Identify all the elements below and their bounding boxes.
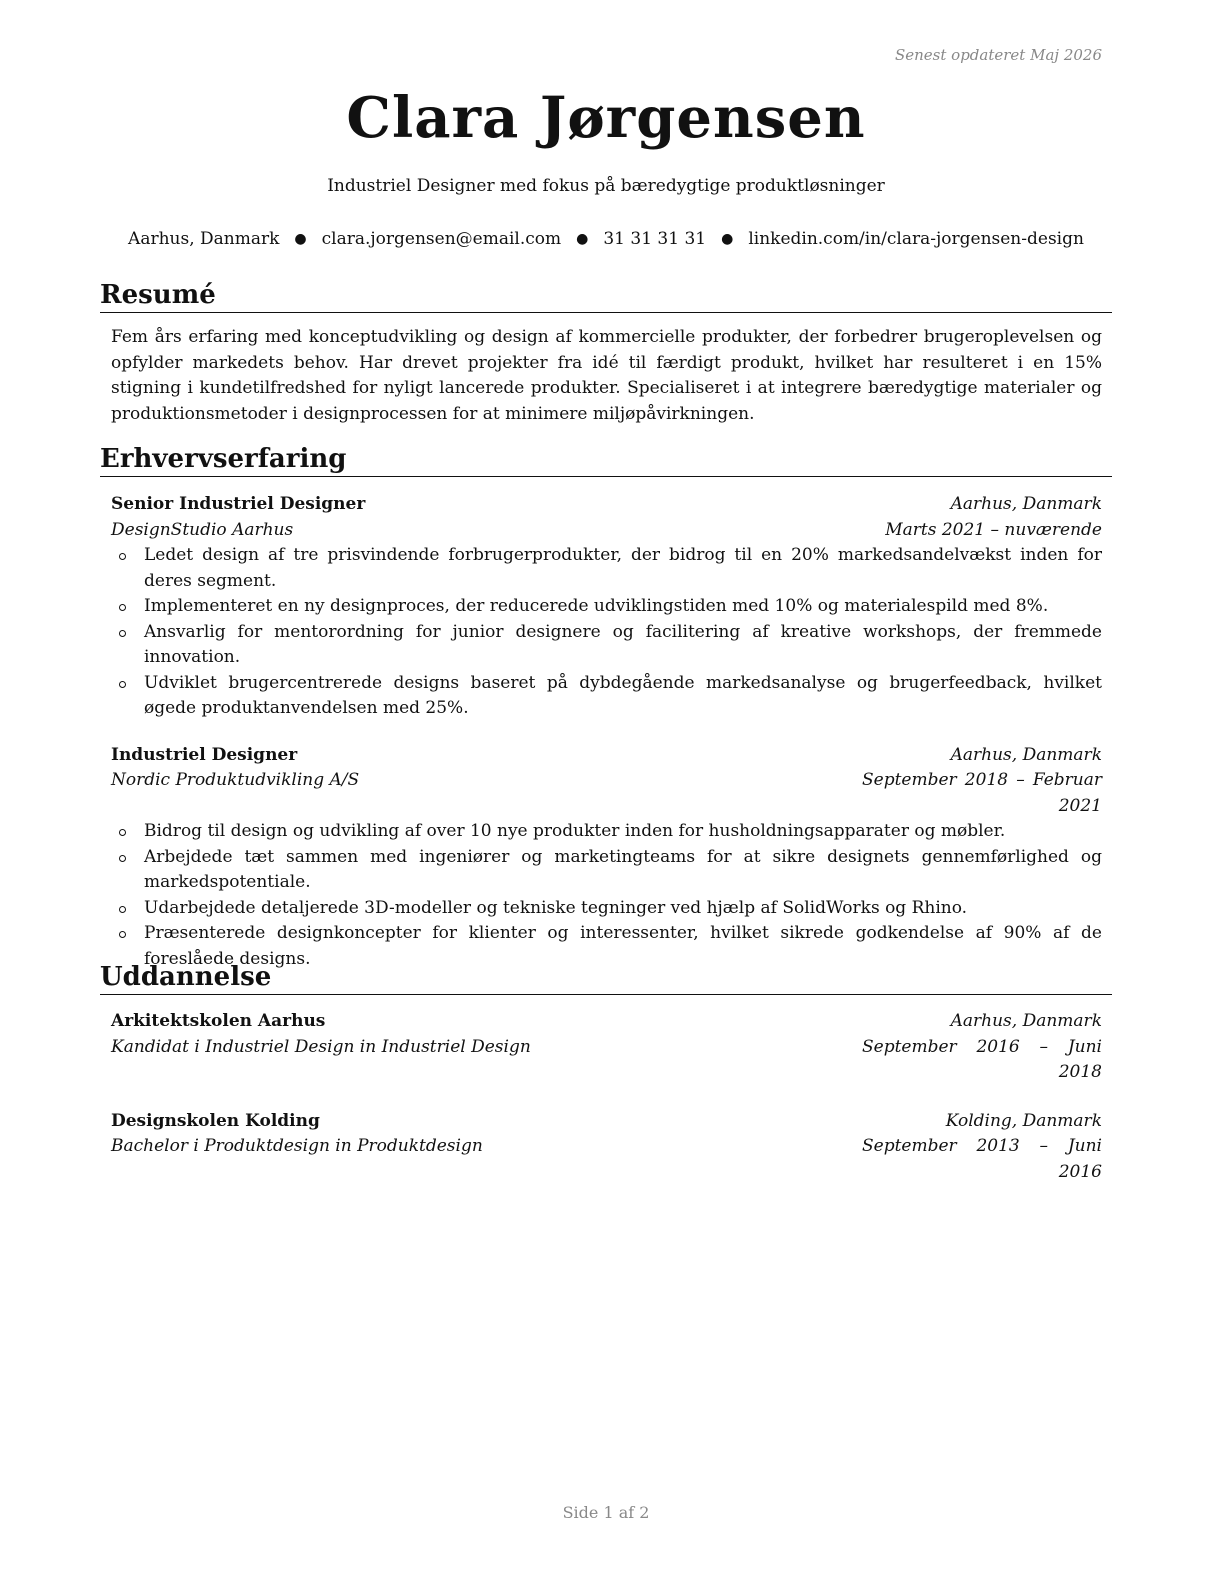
- education-entry: [111, 1009, 1102, 1086]
- contact-linkedin-link[interactable]: linkedin.com/in/clara-jorgensen-design: [748, 229, 1084, 249]
- job-title: Industriel Designer: [111, 744, 298, 765]
- job-bullets: [111, 543, 1102, 722]
- job-bullet: Udarbejdede detaljerede 3D-modeller og tekniske tegninger ved hjælp af SolidWorks og Rhino.: [111, 896, 1102, 922]
- contact-email-link[interactable]: clara.jorgensen@email.com: [321, 229, 562, 249]
- school-name: Designskolen Kolding: [111, 1110, 320, 1131]
- candidate-name: Clara Jørgensen: [346, 85, 866, 151]
- job-dates: Marts 2021 – nuværende: [885, 519, 1102, 540]
- school-location: Kolding, Danmark: [945, 1110, 1102, 1131]
- contact-location: Aarhus, Danmark: [128, 229, 280, 249]
- job-title: Senior Industriel Designer: [111, 494, 366, 514]
- degree: Kandidat i Industriel Design in Industriel Design: [111, 1036, 531, 1057]
- education-dates: September 2013 – Juni 2016: [862, 1136, 1102, 1182]
- job-entry: [111, 492, 1102, 722]
- section-heading-education: Uddannelse: [100, 961, 1112, 995]
- page-number: Side 1 af 2: [562, 1503, 650, 1522]
- job-company: DesignStudio Aarhus: [111, 519, 294, 540]
- school-name: Arkitektskolen Aarhus: [111, 1011, 326, 1031]
- section-heading-experience: Erhvervserfaring: [100, 443, 1112, 477]
- job-bullet: Udviklet brugercentrerede designs baseret på dybdegående markedsanalyse og brugerfeedback, hvilket øgede produktanvendelsen med 25%.: [111, 671, 1102, 722]
- section-heading-summary: Resumé: [100, 279, 1112, 313]
- job-bullets: [111, 819, 1102, 972]
- bullet-separator-icon: ●: [721, 231, 734, 247]
- job-bullet: Implementeret en ny designproces, der reducerede udviklingstiden med 10% og materialespild med 8%.: [111, 594, 1102, 620]
- job-location: Aarhus, Danmark: [950, 494, 1102, 514]
- job-bullet: Ansvarlig for mentorordning for junior designere og facilitering af kreative workshops, der fremmede innovation.: [111, 620, 1102, 671]
- job-location: Aarhus, Danmark: [950, 744, 1102, 765]
- last-updated: Senest opdateret Maj 2026: [894, 46, 1102, 64]
- tagline: Industriel Designer med fokus på bæredygtige produktløsninger: [327, 176, 885, 196]
- job-bullet: Bidrog til design og udvikling af over 10 nye produkter inden for husholdningsapparater og møbler.: [111, 819, 1102, 845]
- summary-section: [100, 279, 1112, 427]
- bullet-separator-icon: ●: [294, 231, 307, 247]
- school-location: Aarhus, Danmark: [950, 1011, 1102, 1031]
- summary-text: Fem års erfaring med konceptudvikling og design af kommercielle produkter, der forbedrer brugeroplevelsen og opfylder markedets behov. Har drevet projekter fra idé til færdigt produkt, hvilket har resulteret i en 15% stigning i kundetilfredshed for nyligt lancerede produkter. Specialiseret i at integrere bæredygtige materialer og produktionsmetoder i designprocessen for at minimere miljøpåvirkningen.: [111, 327, 1102, 424]
- job-dates: September 2018 – Februar 2021: [862, 770, 1102, 816]
- bullet-separator-icon: ●: [576, 231, 589, 247]
- resume-page: [100, 0, 1112, 1584]
- job-bullet: Arbejdede tæt sammen med ingeniører og marketingteams for at sikre designets gennemførlighed og markedspotentiale.: [111, 845, 1102, 896]
- contact-line: [100, 229, 1112, 249]
- experience-section: [100, 443, 1112, 972]
- job-company: Nordic Produktudvikling A/S: [111, 770, 360, 790]
- degree: Bachelor i Produktdesign in Produktdesign: [111, 1136, 483, 1156]
- contact-phone: 31 31 31 31: [603, 229, 707, 249]
- job-bullet: Ledet design af tre prisvindende forbrugerprodukter, der bidrog til en 20% markedsandelvækst inden for deres segment.: [111, 543, 1102, 594]
- education-entry: [111, 1109, 1102, 1186]
- education-section: [100, 961, 1112, 1185]
- job-bullet: Præsenterede designkoncepter for klienter og interessenter, hvilket sikrede godkendelse af 90% af de foreslåede designs.: [111, 921, 1102, 972]
- job-entry: [111, 743, 1102, 973]
- education-dates: September 2016 – Juni 2018: [862, 1036, 1102, 1082]
